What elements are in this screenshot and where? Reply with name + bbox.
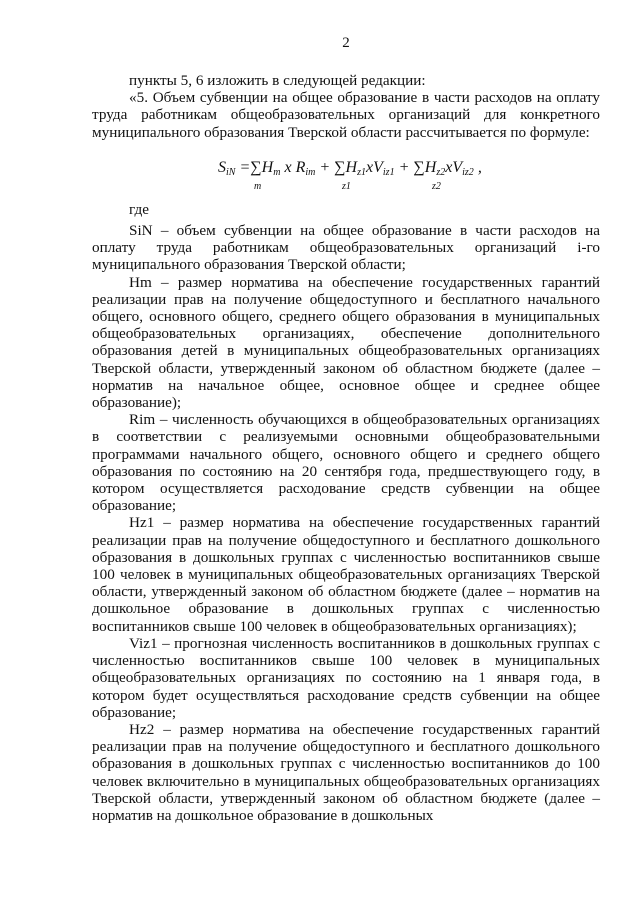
page-number: 2 [342, 35, 350, 51]
formula-term2-b: V [373, 158, 383, 176]
formula-sum-3: ∑ [413, 158, 425, 176]
formula-lhs: S [218, 158, 226, 176]
formula-term3-a: H [424, 158, 437, 176]
formula-sum-2: ∑ [334, 158, 346, 176]
definition-Viz1: Viz1 – прогнозная численность воспитанников в дошкольных группах с численностью воспитанников свыше 100 человек в муниципальных общеобразовательных организациях по состоянию на 1 января года, в котором будет осуществляться расходование средств субвенции на общее образование; [92, 634, 600, 721]
intro-paragraph: пункты 5, 6 изложить в следующей редакции: [129, 72, 426, 89]
formula-intro-paragraph: «5. Объем субвенции на общее образование в части расходов на оплату труда работникам общеобразовательных организаций для конкретного муниципального образования Тверской области рассчитывается по формуле: [92, 89, 600, 141]
formula-term1-b: R [295, 158, 306, 176]
formula-term3-a-sub: z2 [436, 166, 446, 178]
formula-sum-index-3: z2 [432, 180, 441, 192]
definition-Rim: Rim – численность обучающихся в общеобразовательных организациях в соответствии с реализуемыми основными общеобразовательными программами начального общего, основного общего и среднего общего образования по состоянию на 20 сентября года, предшествующего году, в котором осуществляется расходование средств субвенции на общее образование; [92, 411, 600, 515]
formula-plus-1: + [315, 158, 335, 176]
formula-term3-b: V [452, 158, 463, 176]
formula-tail: , [473, 158, 482, 176]
definition-Hm: Hm – размер норматива на обеспечение государственных гарантий реализации прав на получение общедоступного и бесплатного начального общего, основного общего, среднего общего образования в муниципальных общеобразовательных организациях, обеспечение дополнительного образования детей в муниципальных общеобразовательных организациях Тверской области, утвержденный законом об областном бюджете (далее – норматив на начальное общее, основное общее и среднее общее образование); [92, 273, 600, 412]
where-label: где [129, 200, 149, 218]
formula-sum-index-2: z1 [342, 180, 351, 192]
formula-term1-a: H [261, 158, 274, 176]
formula-term2-b-sub: iz1 [382, 166, 395, 178]
formula-times-1: x [280, 158, 296, 176]
subvention-formula [92, 153, 600, 197]
formula-equals: = [235, 158, 251, 176]
formula-lhs-sub: iN [226, 166, 236, 178]
formula-sum-1: ∑ [250, 158, 262, 176]
formula-expression [218, 159, 482, 178]
formula-times-2: x [366, 158, 374, 176]
formula-sum-index-1: m [254, 180, 262, 192]
formula-term1-b-sub: im [305, 166, 316, 178]
formula-times-3: x [445, 158, 453, 176]
formula-term3-b-sub: iz2 [462, 166, 474, 178]
definition-Hz2: Hz2 – размер норматива на обеспечение государственных гарантий реализации прав на получение общедоступного и бесплатного дошкольного образования в дошкольных группах с численностью воспитанников до 100 человек включительно в муниципальных общеобразовательных организациях Тверской области, утвержденный законом об областном бюджете (далее – норматив на дошкольное образование в дошкольных [92, 720, 600, 824]
formula-term2-a-sub: z1 [357, 166, 367, 178]
document-page [92, 34, 600, 824]
formula-plus-2: + [394, 158, 414, 176]
formula-term2-a: H [345, 158, 358, 176]
definition-Hz1: Hz1 – размер норматива на обеспечение государственных гарантий реализации прав на получение общедоступного и бесплатного дошкольного образования в дошкольных группах с численностью воспитанников свыше 100 человек в муниципальных общеобразовательных организациях Тверской области, утвержденный законом об областном бюджете (далее – норматив на дошкольное образование в дошкольных группах с численностью воспитанников свыше 100 человек в общеобразовательных организациях); [92, 514, 600, 635]
definition-SiN: SiN – объем субвенции на общее образование в части расходов на оплату труда работникам общеобразовательных организаций i-го муниципального образования Тверской области; [92, 222, 600, 274]
formula-term1-a-sub: m [273, 166, 281, 178]
